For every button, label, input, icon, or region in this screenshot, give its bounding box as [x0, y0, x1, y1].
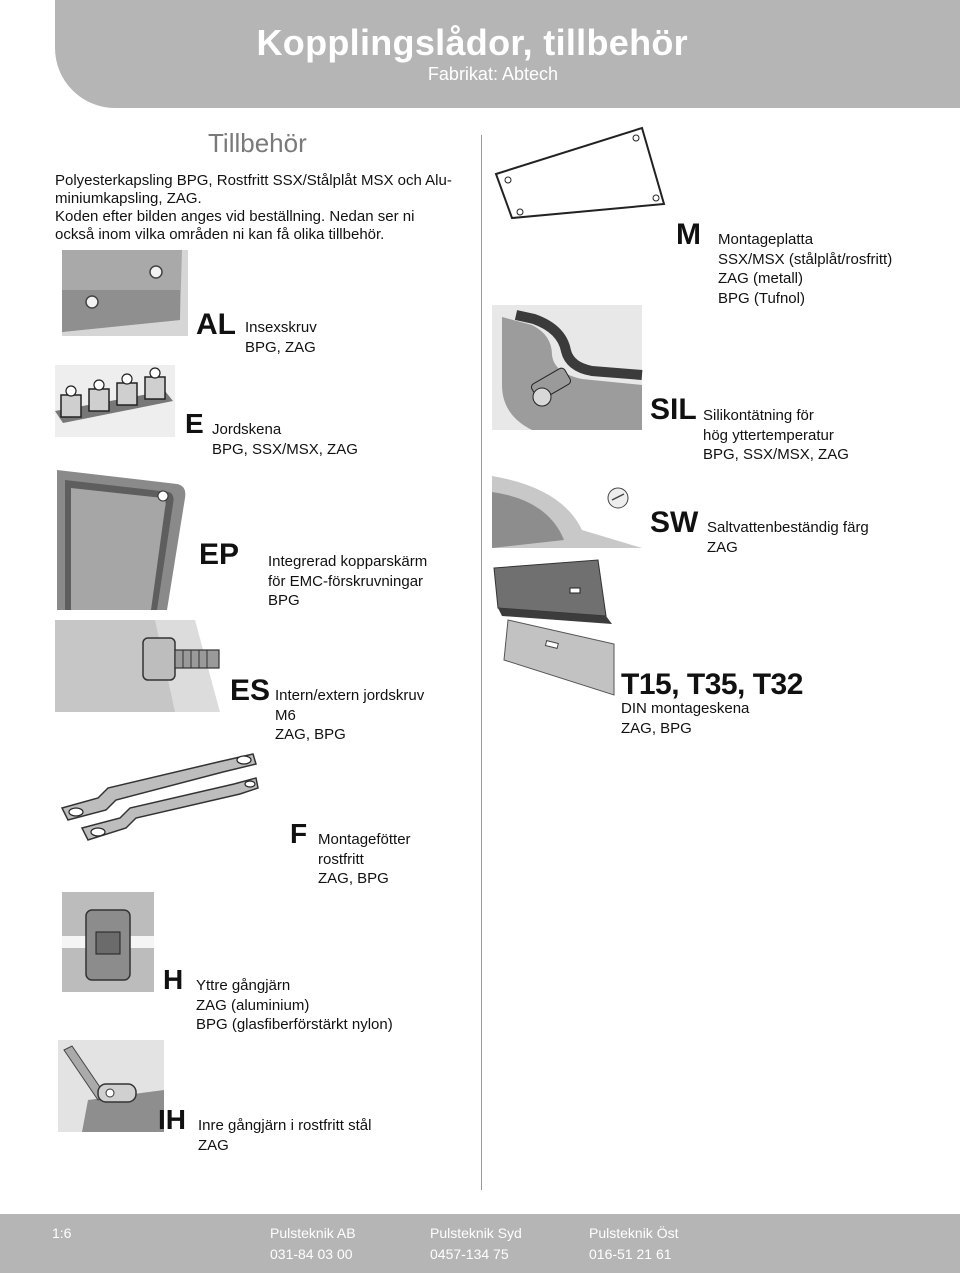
desc-line: Montageplatta: [718, 231, 814, 248]
desc-line: BPG: [268, 592, 300, 609]
desc-line: ZAG, BPG: [275, 726, 346, 743]
intro-line: miniumkapsling, ZAG.: [55, 190, 202, 207]
item-code-din-rail: T15, T35, T32: [621, 668, 803, 701]
external-hinge-image: [62, 892, 154, 992]
header-banner: [55, 0, 960, 108]
emc-shield-image: [57, 470, 187, 610]
item-desc-sw: [707, 518, 869, 557]
office-phone: 031-84 03 00: [270, 1246, 353, 1262]
desc-line: Inre gångjärn i rostfritt stål: [198, 1117, 372, 1134]
desc-line: Saltvattenbeständig färg: [707, 519, 869, 536]
item-code-f: F: [290, 818, 308, 849]
item-desc-sil: [703, 406, 849, 465]
item-desc-h: [196, 976, 393, 1035]
desc-line: ZAG: [198, 1136, 229, 1154]
item-code-ep: EP: [199, 538, 240, 571]
item-desc-f: [318, 830, 411, 889]
silicone-gasket-image: [492, 305, 642, 430]
office-name: Pulsteknik AB: [270, 1225, 356, 1241]
office-phone: 016-51 21 61: [589, 1246, 672, 1262]
earth-rail-image: [55, 365, 175, 437]
page-subtitle: Fabrikat: Abtech: [427, 64, 558, 84]
desc-line: Intern/extern jordskruv: [275, 687, 425, 704]
item-desc-ep: [268, 552, 427, 611]
desc-line: för EMC-förskruvningar: [268, 572, 424, 590]
desc-line: Silikontätning för: [703, 407, 814, 424]
item-code-e: E: [185, 408, 204, 439]
desc-line: BPG (Tufnol): [718, 289, 805, 307]
desc-line: Montagefötter: [318, 831, 411, 848]
office-phone: 0457-134 75: [430, 1246, 509, 1262]
item-desc-din-rail: [621, 699, 749, 738]
item-code-es: ES: [230, 674, 271, 707]
desc-line: Jordskena: [212, 421, 282, 438]
earth-bolt-image: [55, 620, 220, 712]
item-code-sil: SIL: [650, 393, 697, 426]
desc-line: BPG, SSX/MSX, ZAG: [703, 446, 849, 463]
item-code-ih: IH: [158, 1104, 186, 1135]
desc-line: ZAG, BPG: [318, 870, 389, 887]
desc-line: ZAG (aluminium): [196, 996, 310, 1014]
item-desc-al: [245, 318, 317, 357]
item-code-sw: SW: [650, 506, 699, 539]
item-code-m: M: [676, 218, 701, 251]
intro-line: också inom vilka områden ni kan få olika tillbehör.: [55, 226, 385, 243]
intro-text: [55, 172, 452, 244]
desc-line: BPG, ZAG: [245, 338, 316, 356]
mounting-feet-image: [58, 748, 258, 843]
office-name: Pulsteknik Öst: [589, 1225, 679, 1241]
enclosure-lid-image: [62, 250, 188, 336]
section-title: Tillbehör: [208, 128, 307, 158]
mounting-plate-image: [492, 128, 667, 218]
office-name: Pulsteknik Syd: [430, 1225, 522, 1241]
item-desc-es: [275, 686, 424, 745]
desc-line: BPG (glasfiberförstärkt nylon): [196, 1016, 393, 1033]
din-rail-image: [494, 560, 614, 695]
paint-sample-image: [492, 470, 642, 548]
desc-line: Insexskruv: [245, 319, 317, 336]
column-divider: [481, 135, 482, 1190]
page-number: 1:6: [52, 1225, 72, 1241]
item-desc-ih: [198, 1116, 371, 1155]
desc-line: DIN montageskena: [621, 700, 750, 717]
office-contact: [430, 1223, 522, 1265]
office-contact: [270, 1223, 356, 1265]
internal-hinge-image: [58, 1040, 164, 1132]
page-title: Kopplingslådor, tillbehör: [256, 22, 688, 63]
intro-line: Polyesterkapsling BPG, Rostfritt SSX/Stålplåt MSX och Alu-: [55, 172, 452, 189]
desc-line: Integrerad kopparskärm: [268, 553, 428, 570]
desc-line: Yttre gångjärn: [196, 977, 291, 994]
desc-line: ZAG: [707, 538, 738, 556]
desc-line: rostfritt: [318, 850, 364, 868]
item-desc-m: [718, 230, 892, 308]
item-code-al: AL: [196, 308, 236, 341]
desc-line: M6: [275, 706, 296, 724]
intro-line: Koden efter bilden anges vid beställning. Nedan ser ni: [55, 208, 415, 225]
desc-line: BPG, SSX/MSX, ZAG: [212, 440, 358, 458]
office-contact: [589, 1223, 678, 1265]
desc-line: hög yttertemperatur: [703, 426, 834, 444]
item-desc-e: [212, 420, 358, 459]
desc-line: SSX/MSX (stålplåt/rosfritt): [718, 250, 893, 268]
item-code-h: H: [163, 964, 184, 995]
desc-line: ZAG, BPG: [621, 719, 692, 737]
desc-line: ZAG (metall): [718, 270, 804, 287]
footer-bar: [0, 1214, 960, 1273]
